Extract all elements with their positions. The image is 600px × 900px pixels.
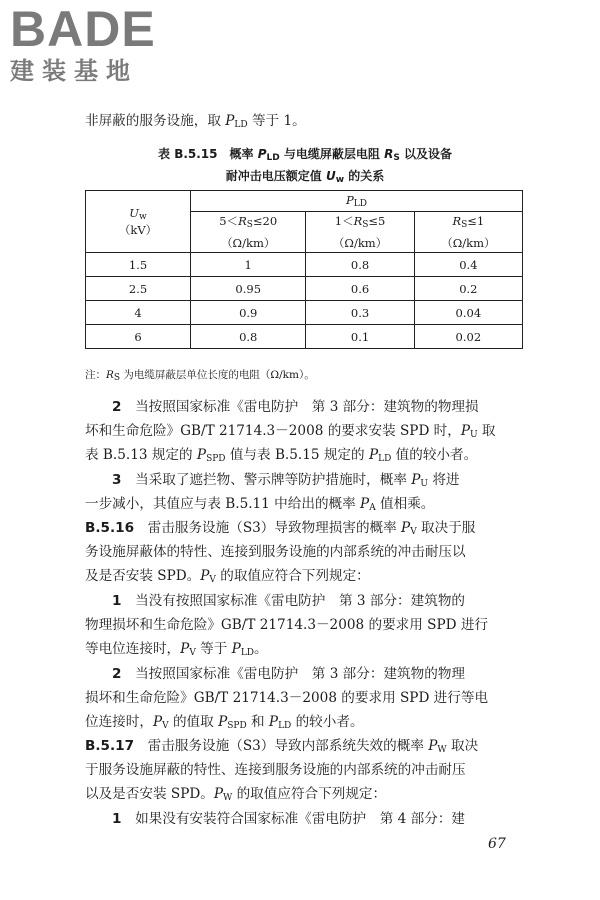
clause-b517-line1: B.5.17 雷击服务设施（S3）导致内部系统失效的概率 $P_W$ 取决 [85,738,479,755]
clause-b516-line3: 及是否安装 SPD。$P_V$ 的取值应符合下列规定： [85,568,370,585]
table-row: 4 0.9 0.3 0.04 [86,301,523,325]
uw-header: $U_w$ （kV） [86,191,191,253]
clause-2-line3: 表 B.5.13 规定的 $P_{SPD}$ 值与表 B.5.15 规定的 $P_{LD}$ 值的较小者。 [85,447,478,464]
col-head-2: $1<R_S\le 5$ （Ω/km） [306,212,414,253]
clause-3-line1: 3 当采取了遮拦物、警示牌等防护措施时，概率 $P_U$ 将进 [112,472,460,489]
clause-3-line2: 一步减小，其值应与表 B.5.11 中给出的概率 $P_A$ 值相乘。 [85,496,435,513]
clause-b516-line1: B.5.16 雷击服务设施（S3）导致物理损害的概率 $P_V$ 取决于服 [85,520,476,537]
table-row: 1.5 1 0.8 0.4 [86,253,523,277]
col-head-3: $R_S\le 1$ （Ω/km） [414,212,522,253]
table-row: 2.5 0.95 0.6 0.2 [86,277,523,301]
logo-text-cn: 建装基地 [10,57,138,85]
clause-b517-line3: 以及是否安装 SPD。$P_W$ 的取值应符合下列规定： [85,786,387,803]
probability-table [85,190,523,349]
clause-b516-line2: 务设施屏蔽体的特性、连接到服务设施的内部系统的冲击耐压以 [85,544,466,560]
pld-header: $P_{LD}$ [191,191,523,212]
table-caption-line1: 表 B.5.15 概率 $P_{LD}$ 与电缆屏蔽层电阻 $R_S$ 以及设备 [158,147,452,163]
table-note: 注：RS 为电缆屏蔽层单位长度的电阻（Ω/km）。 [85,369,315,383]
item-2-line1: 2 当按照国家标准《雷电防护 第 3 部分：建筑物的物理 [112,666,466,682]
table-row: 6 0.8 0.1 0.02 [86,325,523,349]
item-2-line2: 损坏和生命危险》GB/T 21714.3－2008 的要求用 SPD 进行等电 [85,690,489,706]
publisher-logo [10,1,180,86]
item-b517-1-line1: 1 如果没有安装符合国家标准《雷电防护 第 4 部分：建 [112,811,466,827]
item-1-line1: 1 当没有按照国家标准《雷电防护 第 3 部分：建筑物的 [112,593,466,609]
table-caption-line2: 耐冲击电压额定值 $U_w$ 的关系 [225,169,385,185]
logo-text-en: BADE [10,1,156,57]
clause-b517-line2: 于服务设施屏蔽的特性、连接到服务设施的内部系统的冲击耐压 [85,762,466,778]
clause-2-line1: 2 当按照国家标准《雷电防护 第 3 部分：建筑物的物理损 [112,399,479,415]
col-head-1: $5<R_S\le 20$ （Ω/km） [191,212,306,253]
page-number: 67 [488,836,506,852]
item-1-line3: 等电位连接时，$P_V$ 等于 $P_{LD}$。 [85,641,268,658]
item-1-line2: 物理损坏和生命危险》GB/T 21714.3－2008 的要求用 SPD 进行 [85,617,489,633]
intro-text: 非屏蔽的服务设施，取 $P_{LD}$ 等于 1。 [85,113,306,130]
item-2-line3: 位连接时，$P_V$ 的值取 $P_{SPD}$ 和 $P_{LD}$ 的较小者。 [85,714,364,731]
clause-2-line2: 坏和生命危险》GB/T 21714.3－2008 的要求安装 SPD 时，$P_U$ 取 [85,423,496,440]
